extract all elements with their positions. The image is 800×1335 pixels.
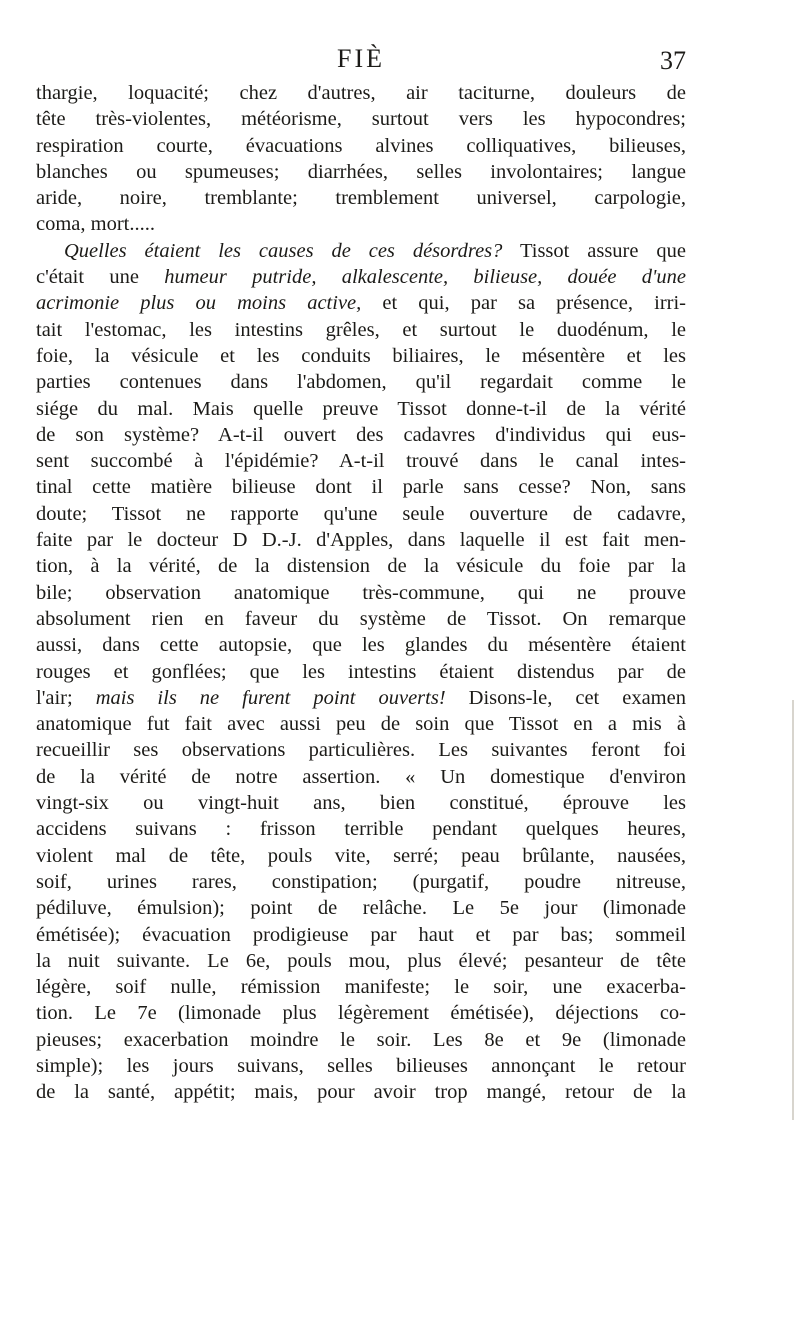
text-line — [36, 422, 686, 448]
text-fragment: l'air; — [36, 686, 96, 709]
text-fragment: aride, noire, tremblante; tremblement universel, carpologie, — [36, 187, 686, 210]
text-fragment: de son système? A-t-il ouvert des cadavres d'individus qui eus- — [36, 423, 686, 446]
text-line — [36, 106, 686, 132]
text-line — [36, 764, 686, 790]
page-number: 37 — [660, 46, 686, 75]
running-title: FIÈ — [337, 44, 385, 73]
text-line — [36, 632, 686, 658]
text-fragment: pédiluve, émulsion); point de relâche. Le 5e jour (limonade — [36, 897, 686, 920]
text-fragment: foie, la vésicule et les conduits biliaires, le mésentère et les — [36, 344, 686, 367]
text-fragment: tion, à la vérité, de la distension de la vésicule du foie par la — [36, 555, 686, 578]
text-line — [36, 922, 686, 948]
text-fragment: tête très-violentes, météorisme, surtout vers les hypocondres; — [36, 108, 686, 131]
text-fragment: faite par le docteur D D.-J. d'Apples, dans laquelle il est fait men- — [36, 529, 686, 552]
text-line — [36, 448, 686, 474]
text-line — [36, 974, 686, 1000]
text-line — [36, 501, 686, 527]
text-fragment: thargie, loquacité; chez d'autres, air taciturne, douleurs de — [36, 82, 686, 104]
text-line — [36, 1027, 686, 1053]
text-line — [36, 369, 686, 395]
text-line — [36, 1079, 686, 1105]
text-line — [36, 159, 686, 185]
text-line — [36, 843, 686, 869]
text-fragment: légère, soif nulle, rémission manifeste; le soir, une exacerba- — [36, 976, 686, 999]
text-fragment: violent mal de tête, pouls vite, serré; peau brûlante, nausées, — [36, 844, 686, 867]
text-line — [36, 290, 686, 316]
italic-text: mais ils ne furent point ouverts! — [95, 686, 446, 709]
text-line — [36, 869, 686, 895]
text-fragment: la nuit suivante. Le 6e, pouls mou, plus élevé; pesanteur de tête — [36, 949, 686, 972]
text-line — [36, 580, 686, 606]
text-fragment: bile; observation anatomique très-commune, qui ne prouve — [36, 581, 686, 604]
body-text — [36, 80, 686, 1106]
italic-text: Quelles étaient les causes de ces désordres? — [64, 239, 503, 262]
text-fragment: parties contenues dans l'abdomen, qu'il regardait comme le — [36, 371, 686, 394]
text-fragment: de la santé, appétit; mais, pour avoir trop mangé, retour de la — [36, 1081, 686, 1104]
text-fragment: de la vérité de notre assertion. « Un domestique d'environ — [36, 765, 686, 788]
text-fragment: c'était une — [36, 266, 165, 289]
text-fragment: tinal cette matière bilieuse dont il parle sans cesse? Non, sans — [36, 476, 686, 499]
text-line — [36, 133, 686, 159]
text-fragment: anatomique fut fait avec aussi peu de soin que Tissot en a mis à — [36, 713, 686, 736]
text-line — [36, 1000, 686, 1026]
text-line — [36, 211, 686, 237]
text-fragment: rouges et gonflées; que les intestins étaient distendus par de — [36, 660, 686, 683]
text-fragment: absolument rien en faveur du système de Tissot. On remarque — [36, 607, 686, 630]
text-line — [36, 1053, 686, 1079]
text-fragment: recueillir ses observations particulières. Les suivantes feront foi — [36, 739, 686, 762]
text-fragment: vingt-six ou vingt-huit ans, bien constitué, éprouve les — [36, 792, 686, 815]
text-line — [36, 474, 686, 500]
text-fragment: respiration courte, évacuations alvines colliquatives, bilieuses, — [36, 134, 686, 157]
text-line — [36, 396, 686, 422]
text-line — [36, 238, 686, 264]
italic-text: humeur putride, alkalescente, bilieuse, douée d'une — [164, 266, 686, 289]
text-line — [36, 80, 686, 106]
text-line — [36, 685, 686, 711]
text-line — [36, 606, 686, 632]
text-fragment: simple); les jours suivans, selles bilieuses annonçant le retour — [36, 1054, 686, 1077]
text-line — [36, 948, 686, 974]
page-edge-shadow — [792, 700, 794, 1120]
text-fragment: coma, mort..... — [36, 213, 155, 236]
text-line — [36, 711, 686, 737]
text-line — [36, 185, 686, 211]
text-fragment: blanches ou spumeuses; diarrhées, selles involontaires; langue — [36, 160, 686, 183]
text-line — [36, 553, 686, 579]
text-fragment: accidens suivans : frisson terrible pendant quelques heures, — [36, 818, 686, 841]
text-fragment: pieuses; exacerbation moindre le soir. Les 8e et 9e (limonade — [36, 1028, 686, 1051]
text-line — [36, 790, 686, 816]
text-line — [36, 527, 686, 553]
text-fragment: soif, urines rares, constipation; (purgatif, poudre nitreuse, — [36, 870, 686, 893]
text-fragment: Tissot assure que — [502, 239, 686, 262]
text-line — [36, 816, 686, 842]
italic-text: acrimonie plus ou moins active, — [36, 292, 362, 315]
text-line — [36, 737, 686, 763]
text-fragment: aussi, dans cette autopsie, que les glandes du mésentère étaient — [36, 634, 686, 657]
text-fragment: Disons-le, cet examen — [445, 686, 686, 709]
text-line — [36, 343, 686, 369]
text-fragment: tion. Le 7e (limonade plus légèrement émétisée), déjections co- — [36, 1002, 686, 1025]
text-fragment: émétisée); évacuation prodigieuse par haut et par bas; sommeil — [36, 923, 686, 946]
text-line — [36, 264, 686, 290]
text-fragment: sent succombé à l'épidémie? A-t-il trouvé dans le canal intes- — [36, 450, 686, 473]
running-head — [36, 44, 686, 78]
text-line — [36, 659, 686, 685]
text-fragment: doute; Tissot ne rapporte qu'une seule ouverture de cadavre, — [36, 502, 686, 525]
text-fragment: et qui, par sa présence, irri- — [361, 292, 686, 315]
text-line — [36, 317, 686, 343]
text-line — [36, 895, 686, 921]
text-fragment: siége du mal. Mais quelle preuve Tissot donne-t-il de la vérité — [36, 397, 686, 420]
text-fragment: tait l'estomac, les intestins grêles, et surtout le duodénum, le — [36, 318, 686, 341]
